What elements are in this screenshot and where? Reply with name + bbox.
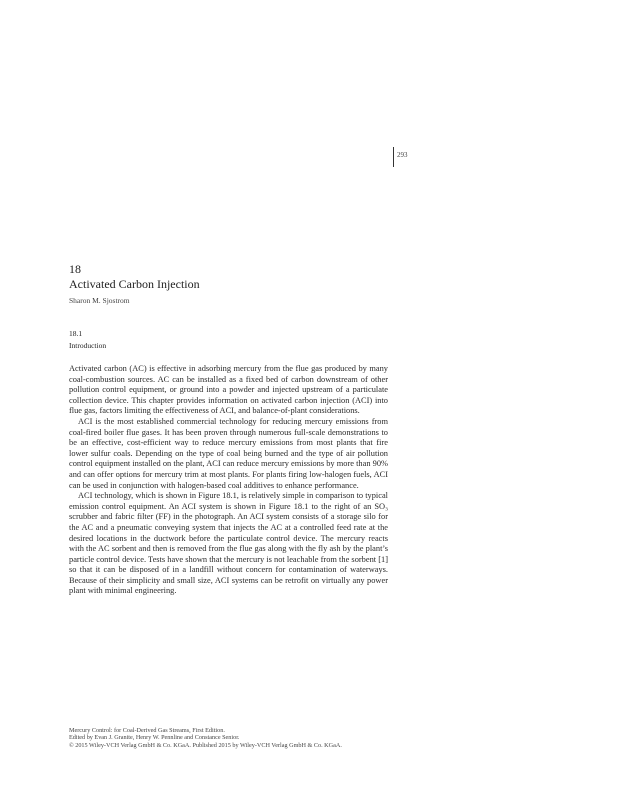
page-number-rule [393, 147, 394, 167]
section-number: 18.1 [69, 329, 83, 338]
chapter-author: Sharon M. Sjostrom [69, 296, 130, 305]
footer-line: Edited by Evan J. Granite, Henry W. Pennline and Constance Senior. [69, 734, 240, 742]
paragraph: ACI technology, which is shown in Figure 18.1, is relatively simple in comparison to typical emission control equipment. An ACI system is shown in Figure 18.1 to the right of an SO₃ scrubber and fabric filter (FF) in the photograph. An ACI system consists of a storage silo for the AC and a pneumatic conveying system that injects the AC at a controlled feed rate at the desired locations in the ductwork before the particulate control device. The mercury reacts with the AC sorbent and then is removed from the flue gas along with the fly ash by the plant’s particle control device. Tests have shown that the mercury is not leachable from the sorbent [1] so that it can be disposed of in a landfill without concern for contamination of waterways. Because of their simplicity and small size, ACI systems can be retrofit on virtually any power plant with minimal engineering. [69, 491, 388, 596]
chapter-number: 18 [69, 262, 81, 276]
paragraph: ACI is the most established commercial technology for reducing mercury emissions from coal-fired boiler flue gases. It has been proven through numerous full-scale demonstrations to be an effective, cost-efficient way to reduce mercury emissions from most plants that fire lower sulfur coals. Depending on the type of coal being burned and the type of air pollution control equipment installed on the plant, ACI can reduce mercury emissions by more than 90% and can offer options for mercury trim at most plants. For plants firing low-halogen fuels, ACI can be used in conjunction with halogen-based coal additives to enhance performance. [69, 416, 388, 490]
body-text [69, 364, 388, 597]
section-title: Introduction [69, 341, 107, 350]
copyright-footer [69, 727, 409, 749]
footer-line: © 2015 Wiley-VCH Verlag GmbH & Co. KGaA. Published 2015 by Wiley-VCH Verlag GmbH & Co. KGaA. [69, 741, 342, 749]
chapter-title: Activated Carbon Injection [69, 277, 200, 291]
footer-line: Mercury Control: for Coal-Derived Gas Streams, First Edition. [69, 727, 225, 734]
page-number: 293 [397, 151, 408, 159]
paragraph: Activated carbon (AC) is effective in adsorbing mercury from the flue gas produced by many coal-combustion sources. AC can be installed as a fixed bed of carbon downstream of other pollution control equipment, or ground into a powder and injected upstream of a particulate collection device. This chapter provides information on activated carbon injection (ACI) into flue gas, factors limiting the effectiveness of ACI, and balance-of-plant considerations. [69, 364, 388, 416]
